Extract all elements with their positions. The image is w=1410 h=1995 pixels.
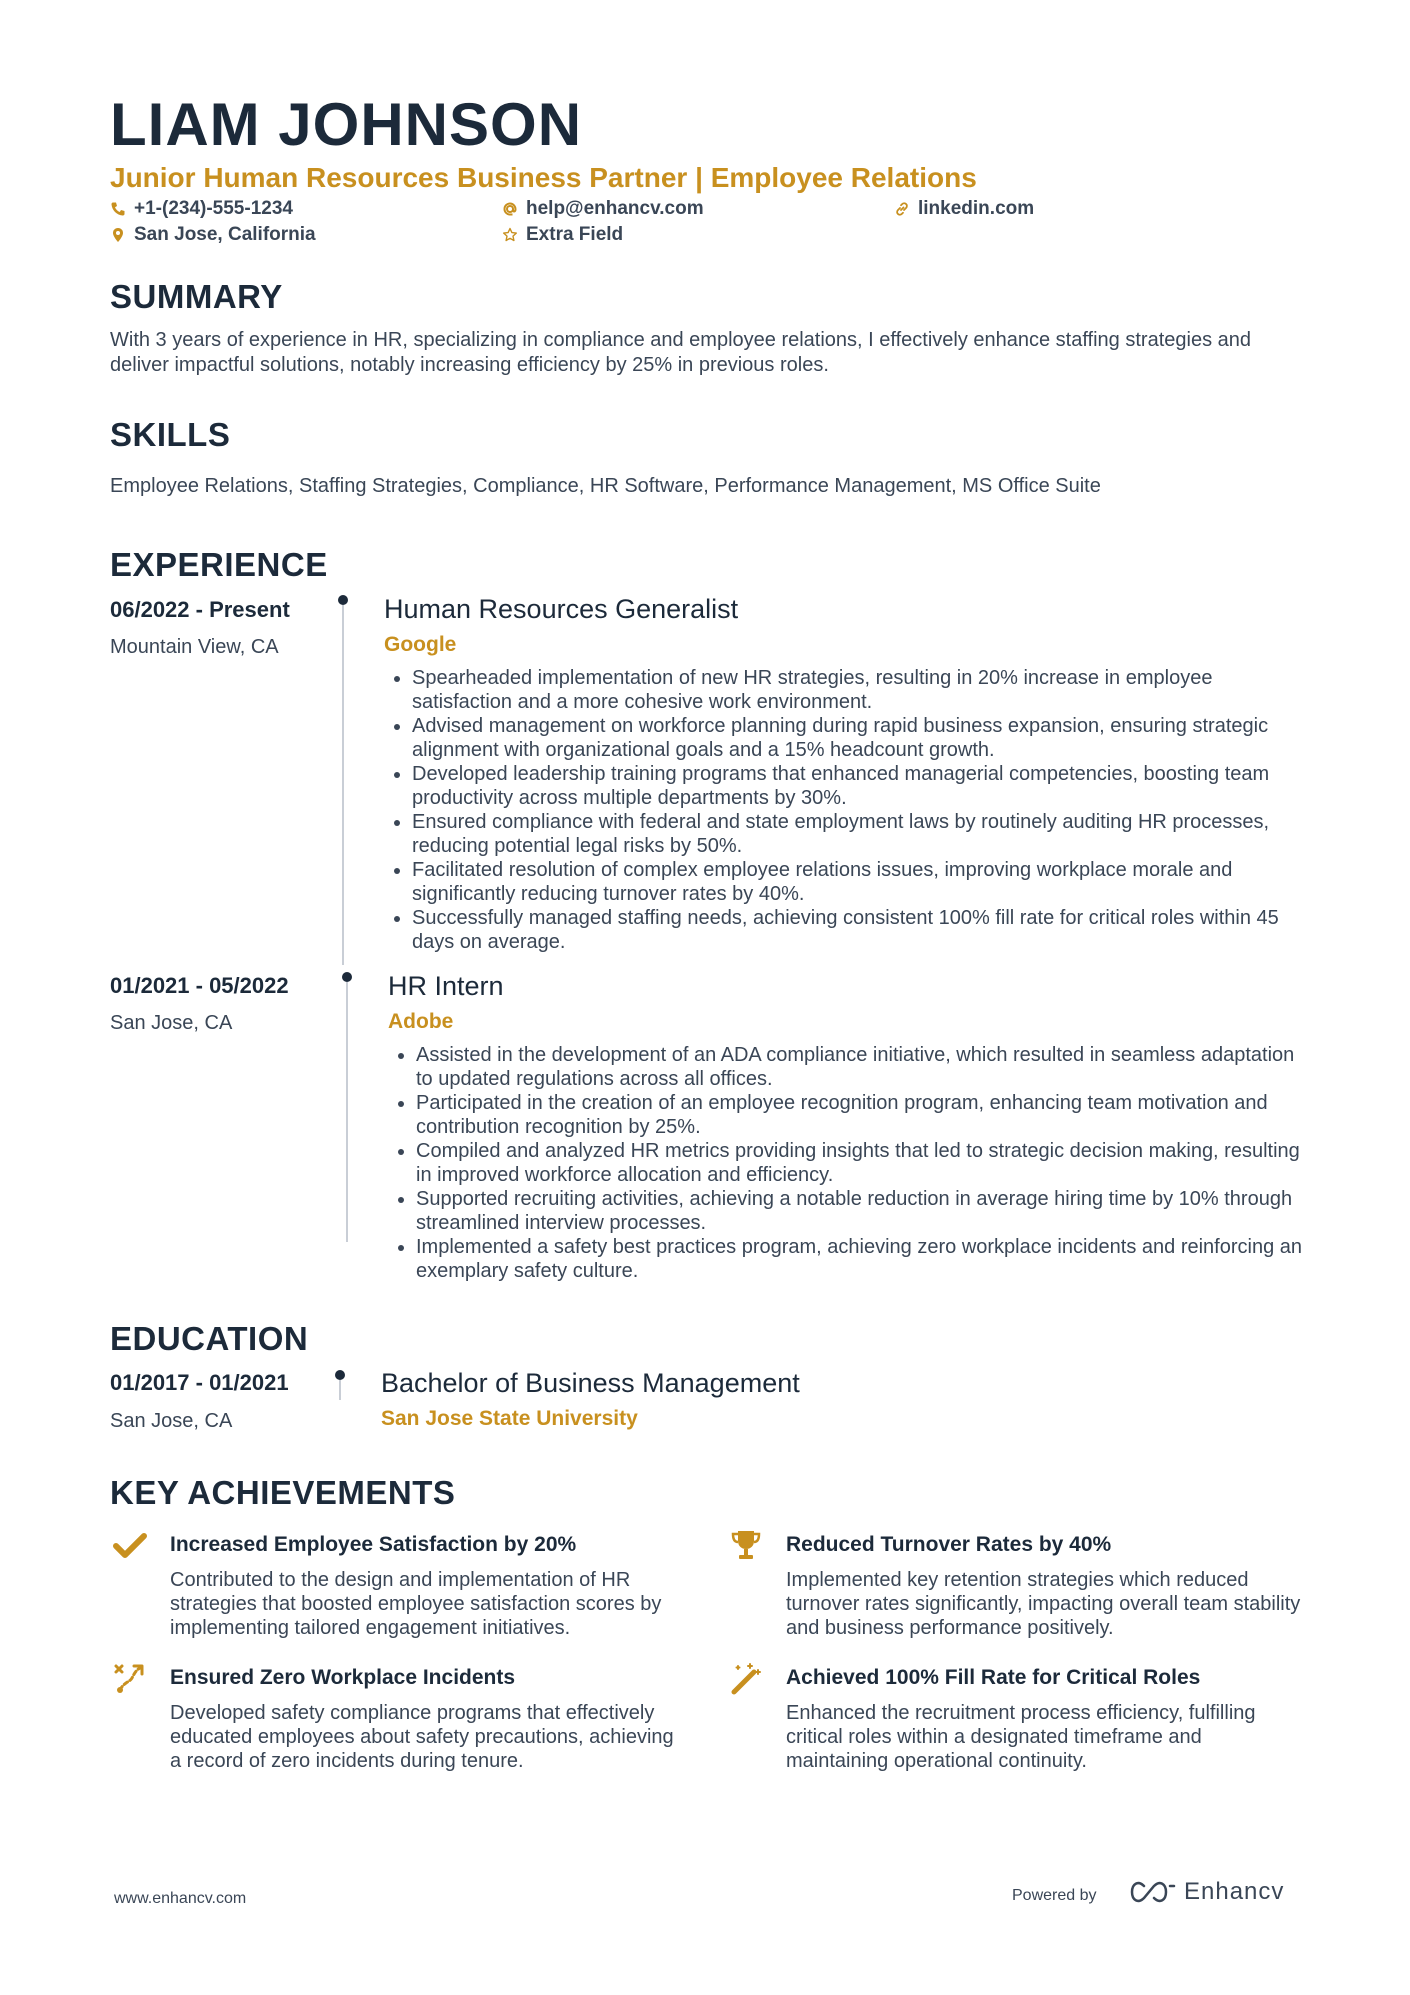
timeline-line [342, 605, 344, 965]
list-item: • Assisted in the development of an ADA compliance initiative, which resulted in seamless adaptation to updated regulations across all offices. [416, 1043, 1316, 1091]
experience-title: EXPERIENCE [110, 546, 328, 583]
job-location: San Jose, CA [110, 1012, 233, 1034]
email-text: help@enhancv.com [526, 198, 704, 219]
contact-extra [502, 224, 623, 246]
location-pin-icon [110, 227, 126, 243]
education-dates: 01/2017 - 01/2021 [110, 1370, 289, 1395]
timeline-dot [342, 972, 352, 982]
powered-by-label: Powered by [1012, 1887, 1097, 1904]
education-location: San Jose, CA [110, 1410, 233, 1432]
list-item: • Spearheaded implementation of new HR strategies, resulting in 20% increase in employee satisfaction and a more cohesive work environment. [412, 666, 1312, 714]
star-icon [502, 227, 518, 243]
achievements-title: KEY ACHIEVEMENTS [110, 1474, 456, 1511]
company-name: Adobe [388, 1010, 454, 1033]
achievement-description: Contributed to the design and implementation of HR strategies that boosted employee satisfaction scores by implementing tailored engagement initiatives. [170, 1569, 662, 1639]
school-name: San Jose State University [381, 1407, 638, 1430]
extra-text: Extra Field [526, 224, 624, 245]
degree-title: Bachelor of Business Management [381, 1368, 800, 1398]
list-item: • Compiled and analyzed HR metrics providing insights that led to strategic decision making, resulting in improved workforce allocation and efficiency. [416, 1139, 1316, 1187]
achievement-description: Implemented key retention strategies which reduced turnover rates significantly, impacting overall team stability and business performance positively. [786, 1569, 1301, 1639]
summary-title: SUMMARY [110, 278, 283, 315]
list-item: • Ensured compliance with federal and state employment laws by routinely auditing HR processes, reducing potential legal risks by 50%. [412, 810, 1312, 858]
trophy-icon [728, 1527, 764, 1563]
at-icon [502, 201, 518, 217]
job-title: Human Resources Generalist [384, 594, 739, 624]
phone-text: +1-(234)-555-1234 [134, 198, 293, 219]
timeline-dot [335, 1370, 345, 1380]
skills-title: SKILLS [110, 416, 231, 453]
education-title: EDUCATION [110, 1320, 309, 1357]
list-item: • Participated in the creation of an employee recognition program, enhancing team motivation and contribution recognition by 25%. [416, 1091, 1316, 1139]
contact-email[interactable] [502, 198, 704, 220]
achievement-description: Enhanced the recruitment process efficiency, fulfilling critical roles within a designated timeframe and maintaining operational continuity. [786, 1702, 1256, 1772]
achievement-description: Developed safety compliance programs that effectively educated employees about safety precautions, achieving a record of zero incidents during tenure. [170, 1702, 674, 1772]
job-bullets [384, 666, 1312, 954]
contact-location [110, 224, 316, 246]
job-dates: 01/2021 - 05/2022 [110, 973, 289, 998]
job-bullets [388, 1043, 1316, 1283]
linkedin-text: linkedin.com [918, 198, 1035, 219]
contact-linkedin[interactable] [894, 198, 1034, 220]
timeline-line [339, 1380, 341, 1400]
timeline-line [346, 982, 348, 1242]
company-name: Google [384, 633, 457, 656]
job-title: HR Intern [388, 971, 504, 1001]
link-icon [894, 201, 910, 217]
achievement-title: Achieved 100% Fill Rate for Critical Roles [786, 1666, 1201, 1689]
list-item: • Developed leadership training programs that enhanced managerial competencies, boosting team productivity across multiple departments by 30%. [412, 762, 1312, 810]
brand-logo[interactable] [1130, 1878, 1284, 1906]
timeline-dot [338, 595, 348, 605]
job-dates: 06/2022 - Present [110, 597, 290, 622]
brand-name: Enhancv [1184, 1878, 1285, 1905]
list-item: • Advised management on workforce planning during rapid business expansion, ensuring strategic alignment with organizational goals and a 15% headcount growth. [412, 714, 1312, 762]
contact-phone[interactable] [110, 198, 293, 220]
footer-url[interactable]: www.enhancv.com [114, 1890, 247, 1907]
summary-text: With 3 years of experience in HR, specializing in compliance and employee relations, I effectively enhance staffing strategies and deliver impactful solutions, notably increasing efficiency by 25% in previous roles. [110, 329, 1251, 376]
location-text: San Jose, California [134, 224, 316, 245]
achievement-title: Increased Employee Satisfaction by 20% [170, 1533, 577, 1556]
enhancv-logo-icon [1130, 1880, 1176, 1904]
achievement-title: Reduced Turnover Rates by 40% [786, 1533, 1112, 1556]
job-location: Mountain View, CA [110, 636, 279, 658]
list-item: • Supported recruiting activities, achieving a notable reduction in average hiring time by 10% through streamlined interview processes. [416, 1187, 1316, 1235]
list-item: • Facilitated resolution of complex employee relations issues, improving workplace morale and significantly reducing turnover rates by 40%. [412, 858, 1312, 906]
strategy-icon [112, 1660, 148, 1696]
magic-wand-icon [728, 1660, 764, 1696]
list-item: • Successfully managed staffing needs, achieving consistent 100% fill rate for critical roles within 45 days on average. [412, 906, 1312, 954]
checkmark-icon [112, 1528, 148, 1564]
candidate-name: LIAM JOHNSON [110, 91, 583, 158]
skills-text: Employee Relations, Staffing Strategies, Compliance, HR Software, Performance Management, MS Office Suite [110, 475, 1101, 497]
headline: Junior Human Resources Business Partner | Employee Relations [110, 162, 977, 193]
list-item: • Implemented a safety best practices program, achieving zero workplace incidents and reinforcing an exemplary safety culture. [416, 1235, 1316, 1283]
achievement-title: Ensured Zero Workplace Incidents [170, 1666, 516, 1689]
phone-icon [110, 201, 126, 217]
